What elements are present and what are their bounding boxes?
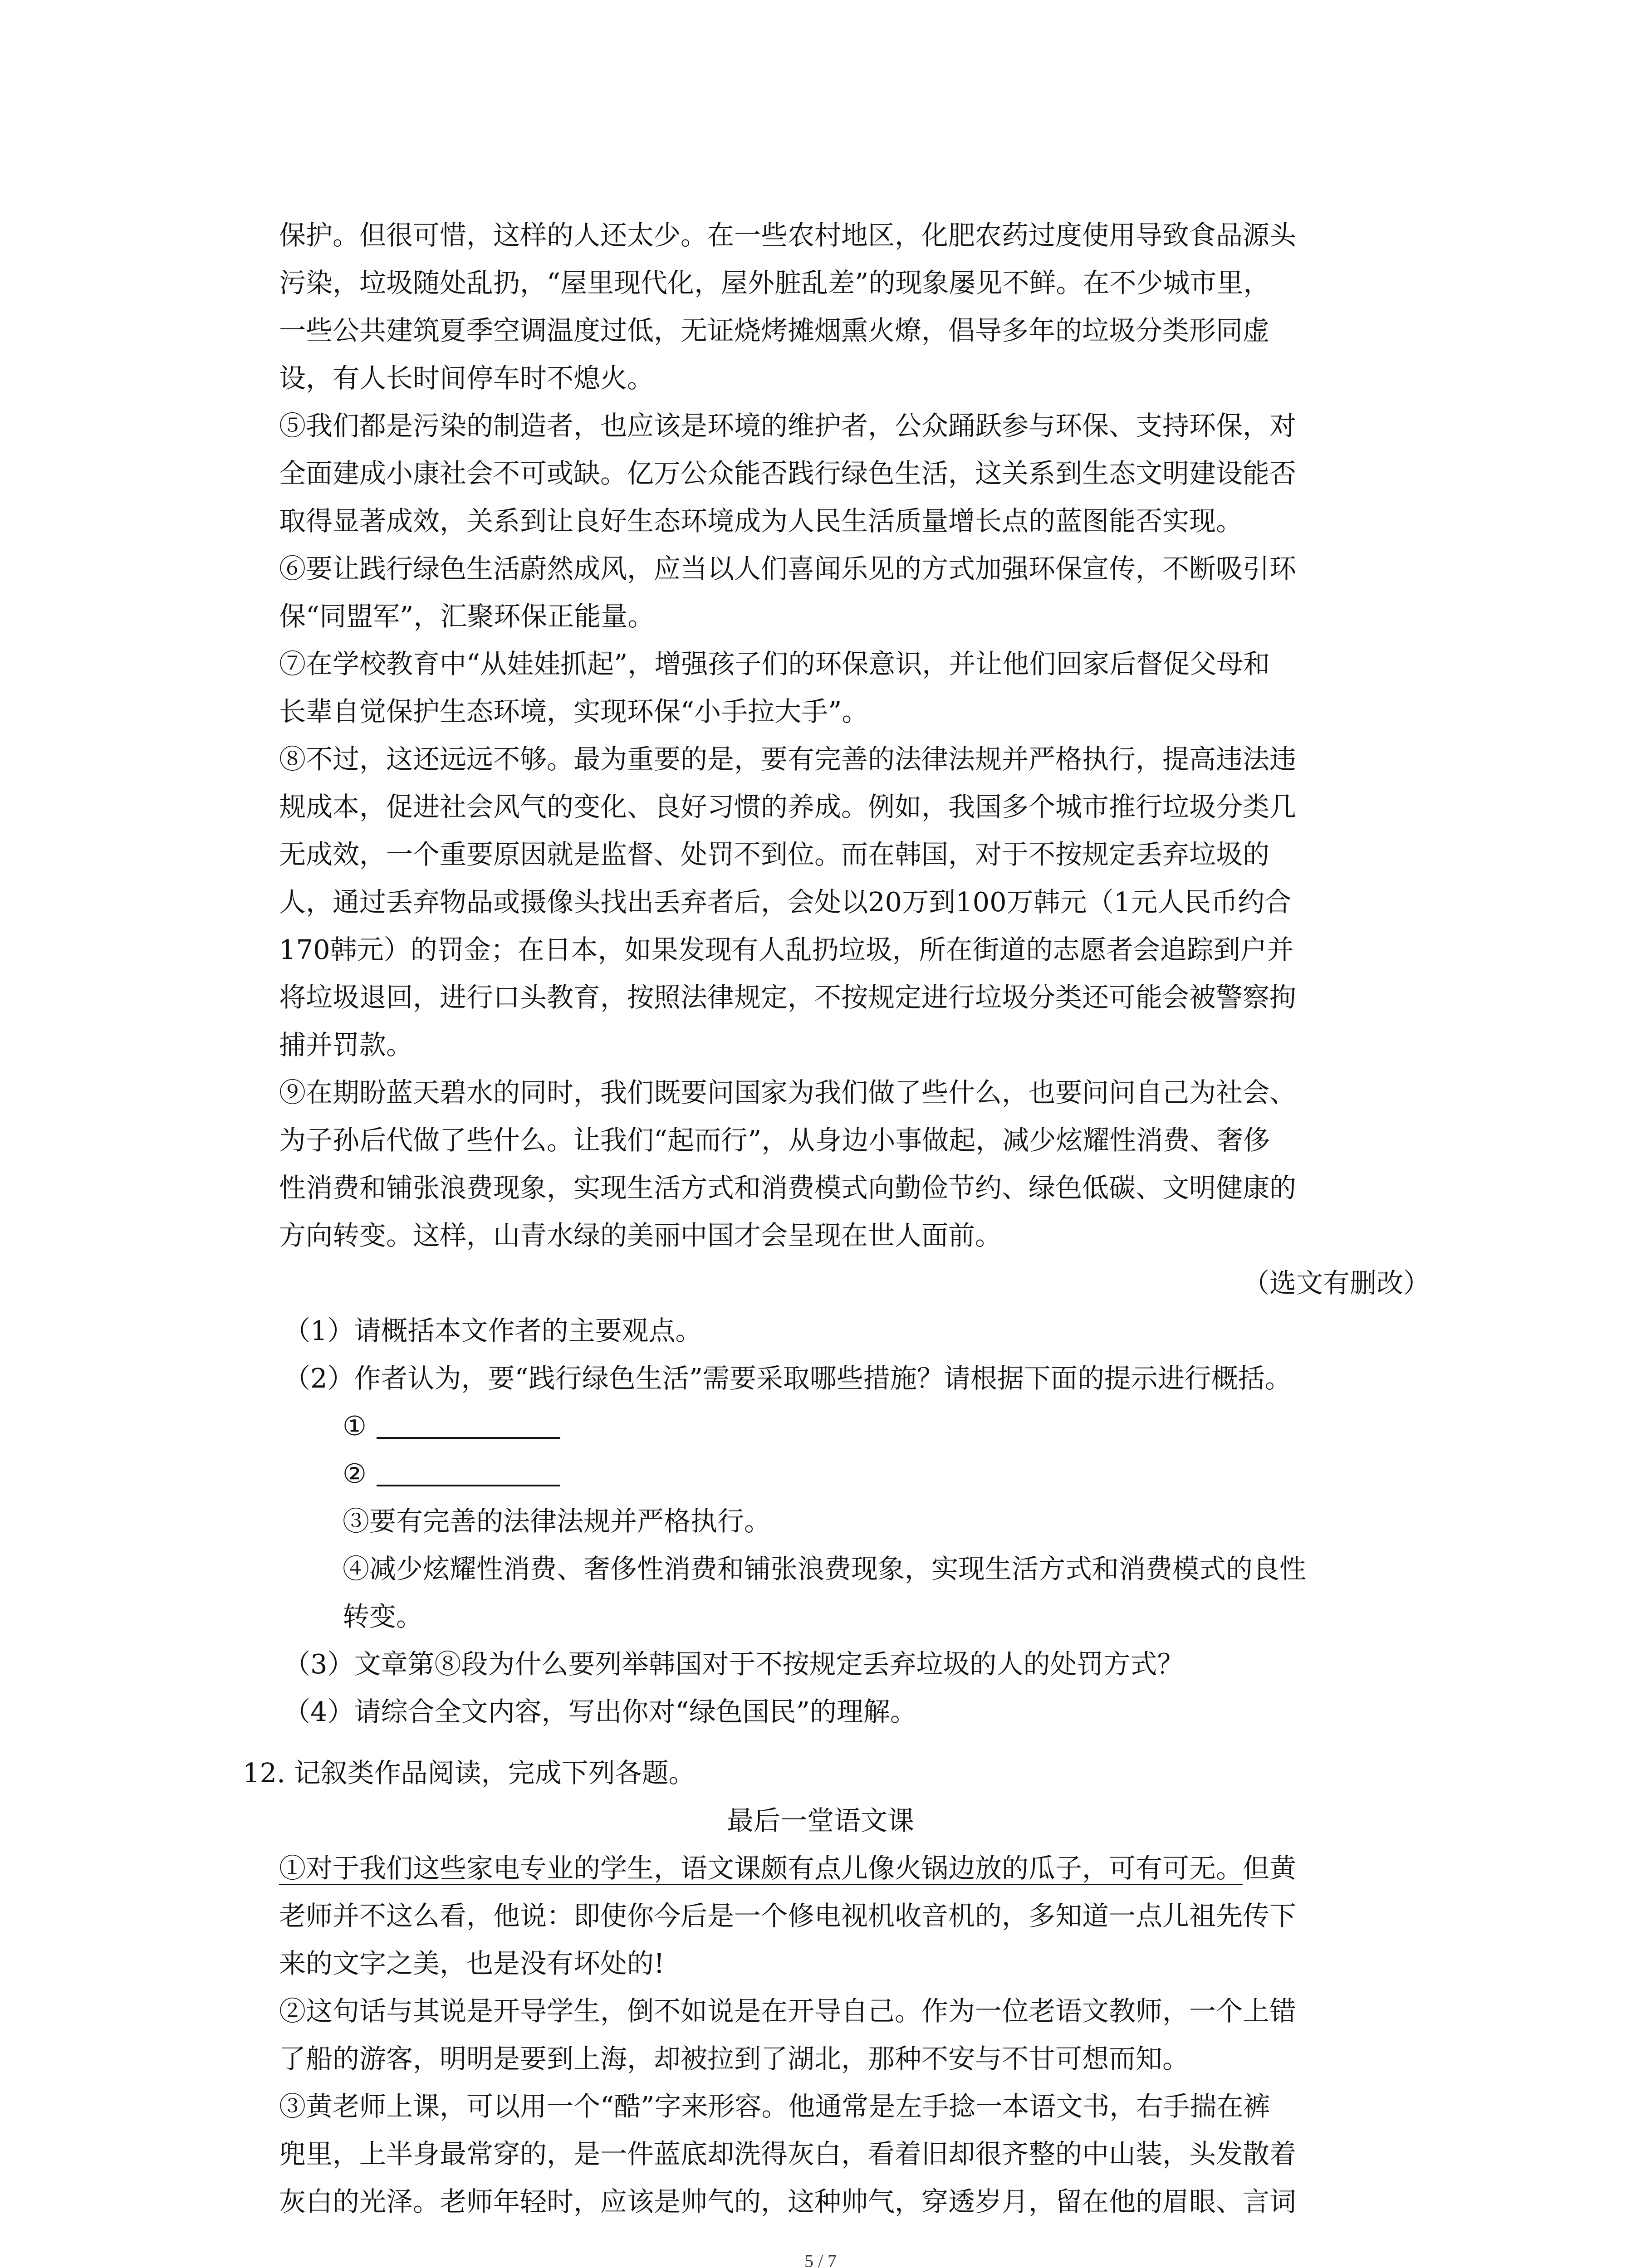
question-3: （3）文章第⑧段为什么要列举韩国对于不按规定丢弃垃圾的人的处罚方式？ xyxy=(284,1648,1184,1680)
passage-line: 长辈自觉保护生态环境，实现环保“小手拉大手”。 xyxy=(279,696,869,727)
passage-line: 规成本，促进社会风气的变化、良好习惯的养成。例如，我国多个城市推行垃圾分类几 xyxy=(279,791,1297,822)
passage-title: 最后一堂语文课 xyxy=(726,1805,914,1836)
passage-line: ⑤我们都是污染的制造者，也应该是环境的维护者，公众踊跃参与环保、支持环保，对 xyxy=(279,410,1297,441)
passage-line xyxy=(279,1844,1296,1892)
passage-line: 污染，垃圾随处乱扔，“屋里现代化，屋外脏乱差”的现象屡见不鲜。在不少城市里， xyxy=(279,267,1270,298)
passage-line: ③黄老师上课，可以用一个“酷”字来形容。他通常是左手捻一本语文书，右手揣在裤 xyxy=(279,2091,1270,2122)
passage-line: 一些公共建筑夏季空调温度过低，无证烧烤摊烟熏火燎，倡导多年的垃圾分类形同虚 xyxy=(279,315,1270,346)
passage-line: 保“同盟军”，汇聚环保正能量。 xyxy=(279,601,655,632)
passage-line: 170韩元）的罚金；在日本，如果发现有人乱扔垃圾，所在街道的志愿者会追踪到户并 xyxy=(279,934,1294,965)
passage-line: 性消费和铺张浪费现象，实现生活方式和消费模式向勤俭节约、绿色低碳、文明健康的 xyxy=(279,1172,1297,1203)
passage-line: 捕并罚款。 xyxy=(279,1029,413,1061)
passage-line: 老师并不这么看，他说：即使你今后是一个修电视机收音机的，多知道一点儿祖先传下 xyxy=(279,1900,1297,1931)
passage-line: 灰白的光泽。老师年轻时，应该是帅气的，这种帅气，穿透岁月，留在他的眉眼、言词 xyxy=(279,2186,1297,2217)
passage-line: ⑧不过，这还远远不够。最为重要的是，要有完善的法律法规并严格执行，提高违法违 xyxy=(279,743,1297,775)
question-4: （4）请综合全文内容，写出你对“绿色国民”的理解。 xyxy=(284,1696,917,1727)
page-number: 5 / 7 xyxy=(804,2251,837,2268)
passage-line: 来的文字之美，也是没有坏处的! xyxy=(279,1948,665,1979)
passage-line: 将垃圾退回，进行口头教育，按照法律规定，不按规定进行垃圾分类还可能会被警察拘 xyxy=(279,982,1297,1013)
underlined-sentence: ①对于我们这些家电专业的学生，语文课颇有点儿像火锅边放的瓜子，可有可无。 xyxy=(279,1853,1243,1884)
answer-blank-1[interactable] xyxy=(377,1437,560,1439)
passage-line: ②这句话与其说是开导学生，倒不如说是在开导自己。作为一位老语文教师，一个上错 xyxy=(279,1995,1297,2027)
hint-4: ④减少炫耀性消费、奢侈性消费和铺张浪费现象，实现生活方式和消费模式的良性 xyxy=(343,1553,1307,1584)
hint-4-continued: 转变。 xyxy=(343,1601,423,1632)
passage-line: 设，有人长时间停车时不熄火。 xyxy=(279,362,654,394)
passage-line: 取得显著成效，关系到让良好生态环境成为人民生活质量增长点的蓝图能否实现。 xyxy=(279,505,1243,537)
passage-line: ⑦在学校教育中“从娃娃抓起”，增强孩子们的环保意识，并让他们回家后督促父母和 xyxy=(279,648,1270,679)
hint-3: ③要有完善的法律法规并严格执行。 xyxy=(343,1505,771,1537)
answer-label-1: ① xyxy=(343,1410,367,1442)
passage-line: 方向转变。这样，山青水绿的美丽中国才会呈现在世人面前。 xyxy=(279,1220,1002,1251)
passage-line: 人，通过丢弃物品或摄像头找出丢弃者后，会处以20万到100万韩元（1元人民币约合 xyxy=(279,886,1292,918)
passage-line: 无成效，一个重要原因就是监督、处罚不到位。而在韩国，对于不按规定丢弃垃圾的 xyxy=(279,839,1270,870)
answer-label-2: ② xyxy=(343,1458,367,1489)
source-note: （选文有删改） xyxy=(1242,1267,1430,1299)
passage-line: 了船的游客，明明是要到上海，却被拉到了湖北，那种不安与不甘可想而知。 xyxy=(279,2043,1190,2074)
passage-line: ⑨在期盼蓝天碧水的同时，我们既要问国家为我们做了些什么，也要问问自己为社会、 xyxy=(279,1077,1297,1108)
passage-line: 全面建成小康社会不可或缺。亿万公众能否践行绿色生活，这关系到生态文明建设能否 xyxy=(279,458,1297,489)
sentence-continuation: 但黄 xyxy=(1243,1853,1297,1884)
passage-line: 兜里，上半身最常穿的，是一件蓝底却洗得灰白，看着旧却很齐整的中山装，头发散着 xyxy=(279,2138,1297,2170)
passage-line: ⑥要让践行绿色生活蔚然成风，应当以人们喜闻乐见的方式加强环保宣传，不断吸引环 xyxy=(279,553,1297,584)
question-12-header: 12. 记叙类作品阅读，完成下列各题。 xyxy=(243,1757,696,1789)
question-1: （1）请概括本文作者的主要观点。 xyxy=(284,1315,702,1346)
passage-line: 保护。但很可惜，这样的人还太少。在一些农村地区，化肥农药过度使用导致食品源头 xyxy=(279,220,1297,251)
question-2: （2）作者认为，要“践行绿色生活”需要采取哪些措施？请根据下面的提示进行概括。 xyxy=(284,1363,1292,1394)
answer-blank-2[interactable] xyxy=(377,1485,560,1486)
passage-line: 为子孙后代做了些什么。让我们“起而行”，从身边小事做起，减少炫耀性消费、奢侈 xyxy=(279,1124,1270,1156)
